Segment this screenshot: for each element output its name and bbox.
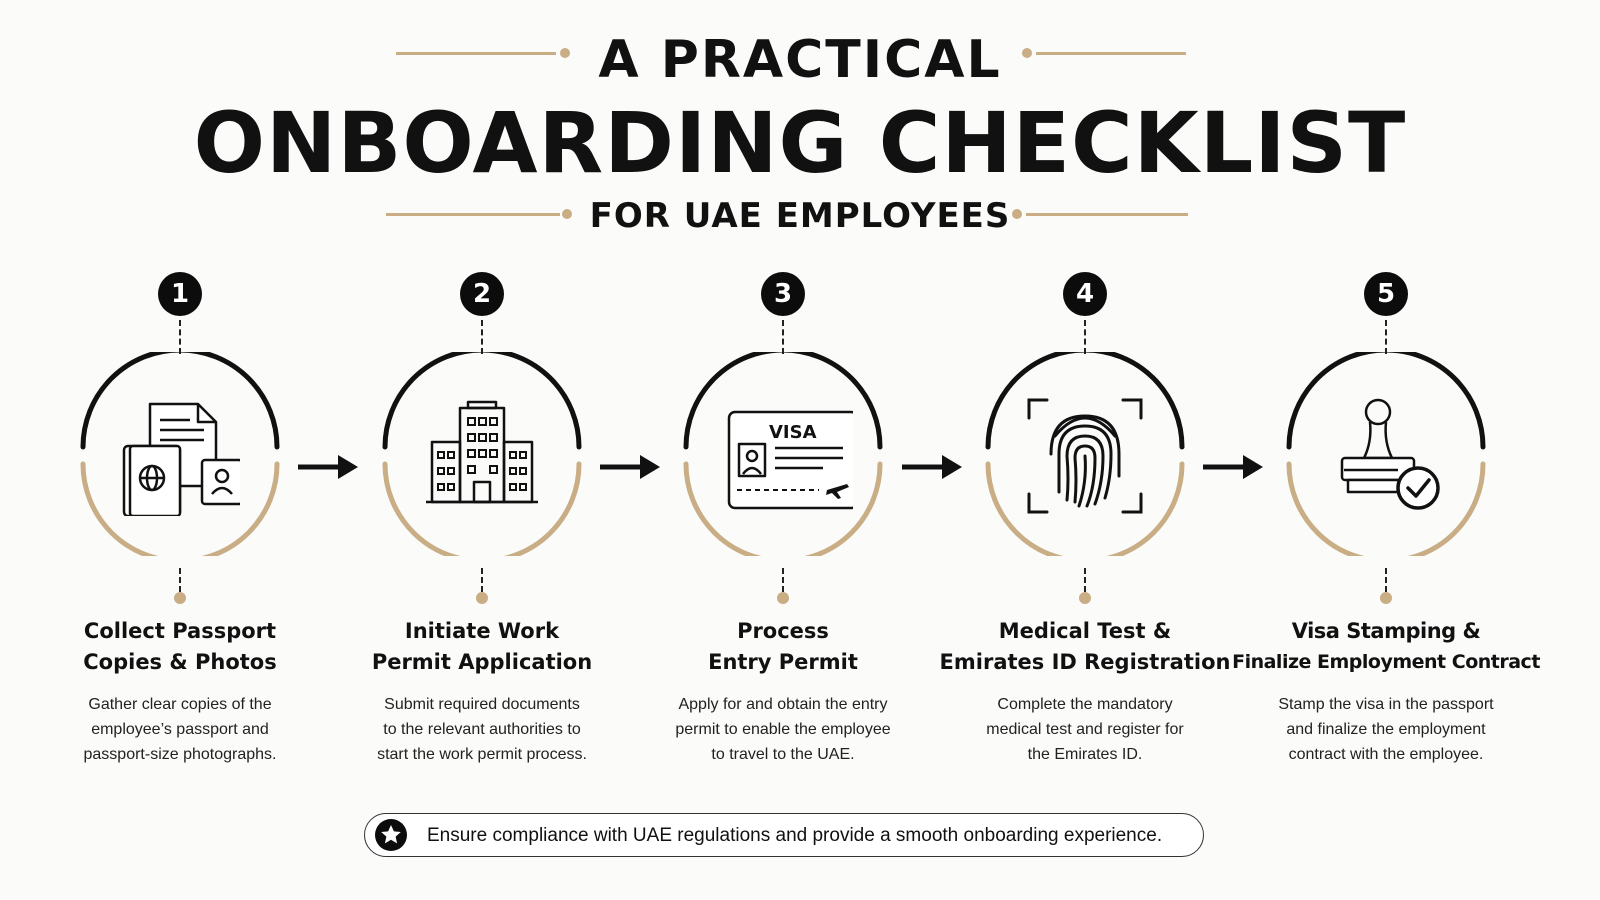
connector-top: [1084, 320, 1086, 354]
step-number-badge: 5: [1364, 272, 1408, 316]
connector-bottom: [782, 568, 784, 592]
compliance-note: [364, 813, 1204, 857]
page-title: ONBOARDING CHECKLIST: [193, 94, 1407, 192]
step-title: Process Entry Permit: [708, 619, 858, 674]
title-dot-right-top: [1022, 48, 1032, 58]
visa-label: VISA: [769, 422, 817, 443]
step-title: Visa Stamping & Finalize Employment Contract: [1232, 619, 1540, 673]
title-rule-right-top: [1036, 52, 1186, 55]
step-description: Apply for and obtain the entry permit to enable the employee to travel to the UAE.: [675, 696, 891, 763]
star-icon: [375, 819, 407, 851]
office-building-icon: [422, 396, 542, 516]
connector-dot: [1079, 592, 1091, 604]
step-number-badge: 1: [158, 272, 202, 316]
title-dot-left-top: [560, 48, 570, 58]
arrow-right-icon: [1203, 452, 1265, 482]
passport-documents-icon: [120, 396, 240, 516]
connector-bottom: [1084, 568, 1086, 592]
title-rule-right-bottom: [1026, 213, 1188, 216]
arrow-right-icon: [600, 452, 662, 482]
step-title: Initiate Work Permit Application: [371, 619, 593, 674]
step-description: Submit required documents to the relevant authorities to start the work permit process.: [377, 696, 587, 763]
footer-text: Ensure compliance with UAE regulations and provide a smooth onboarding experience.: [427, 825, 1163, 846]
step-number-badge: 2: [460, 272, 504, 316]
star-glyph: [375, 819, 407, 851]
step-description: Complete the mandatory medical test and register for the Emirates ID.: [986, 696, 1184, 763]
arrow-right-icon: [902, 452, 964, 482]
title-rule-left-top: [396, 52, 556, 55]
title-line-1: A PRACTICAL: [598, 30, 1002, 90]
title-dot-right-bottom: [1012, 209, 1022, 219]
connector-dot: [1380, 592, 1392, 604]
visa-card-icon: [713, 396, 853, 516]
connector-dot: [777, 592, 789, 604]
step-number-badge: 4: [1063, 272, 1107, 316]
connector-top: [179, 320, 181, 354]
connector-bottom: [481, 568, 483, 592]
step-number-badge: 3: [761, 272, 805, 316]
connector-dot: [174, 592, 186, 604]
stamp-check-icon: [1326, 396, 1446, 516]
fingerprint-icon: [1025, 396, 1145, 516]
connector-top: [1385, 320, 1387, 354]
step-title: Collect Passport Copies & Photos: [83, 619, 277, 674]
step-description: Gather clear copies of the employee’s passport and passport-size photographs.: [83, 696, 277, 763]
connector-dot: [476, 592, 488, 604]
step-title: Medical Test & Emirates ID Registration: [939, 619, 1231, 674]
connector-top: [481, 320, 483, 354]
connector-bottom: [179, 568, 181, 592]
title-line-3: FOR UAE EMPLOYEES: [589, 196, 1011, 236]
title-rule-left-bottom: [386, 213, 560, 216]
arrow-right-icon: [298, 452, 360, 482]
connector-top: [782, 320, 784, 354]
connector-bottom: [1385, 568, 1387, 592]
step-description: Stamp the visa in the passport and finalize the employment contract with the employee.: [1278, 696, 1494, 763]
title-dot-left-bottom: [562, 209, 572, 219]
